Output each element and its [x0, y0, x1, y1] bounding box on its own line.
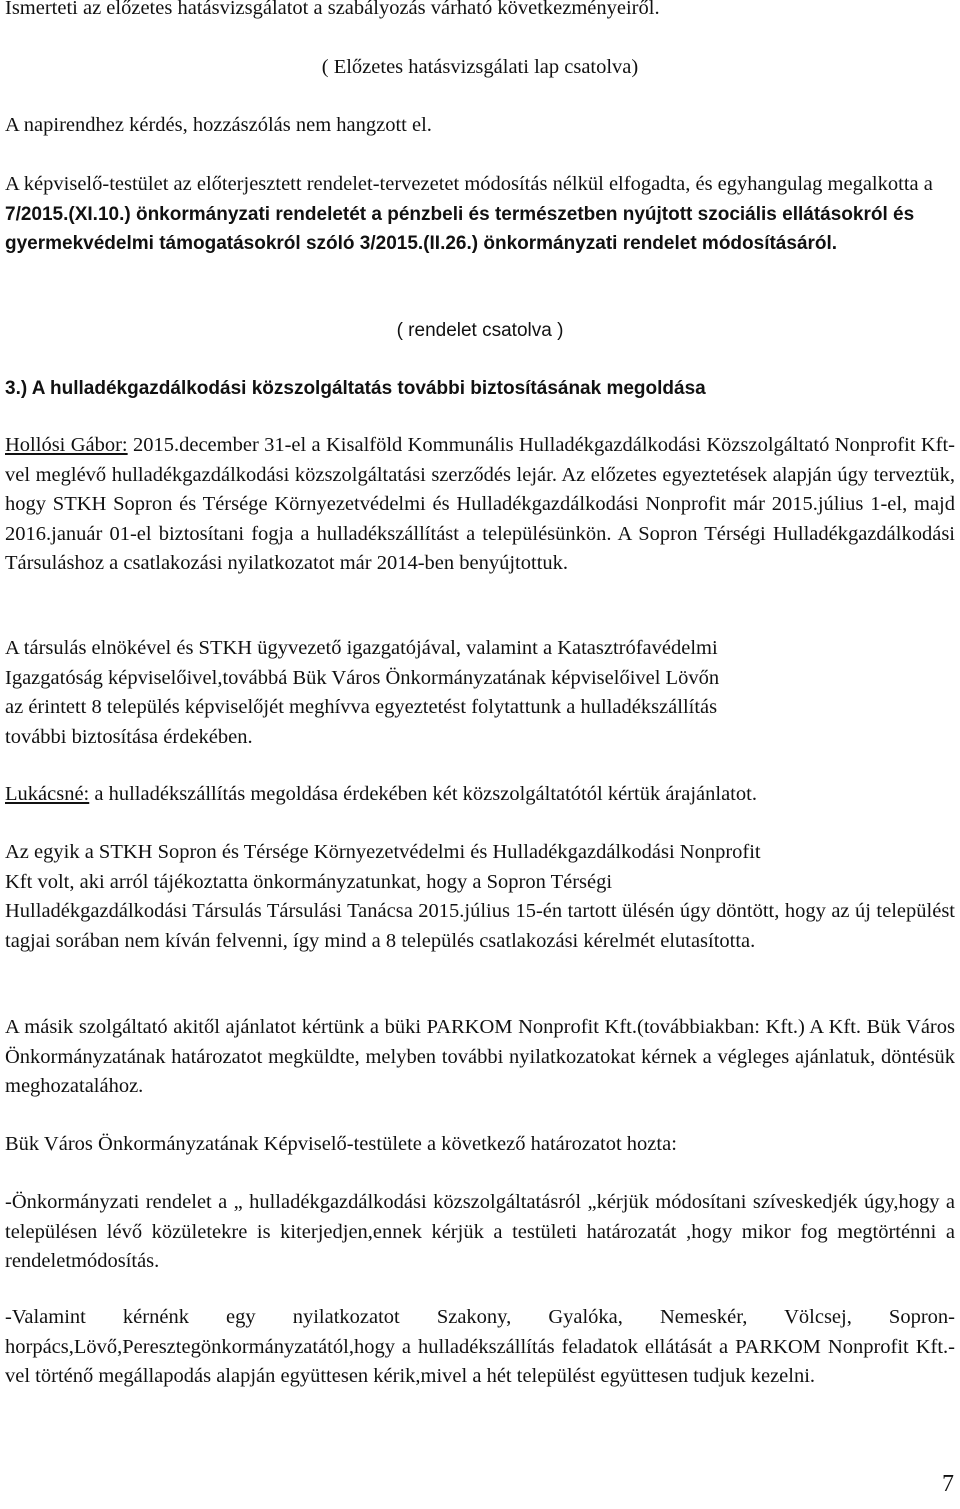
stkh-line-2: Kft volt, aki arról tájékoztatta önkormányzatunkat, hogy a Sopron Térségi: [5, 870, 613, 893]
paragraph-stkh: [5, 838, 955, 956]
paragraph-no-questions: A napirendhez kérdés, hozzászólás nem hangzott el.: [5, 114, 432, 136]
paragraph-parkom: A másik szolgáltató akitől ajánlatot kértünk a büki PARKOM Nonprofit Kft.(továbbiakban: Kft.) A Kft. Bük Város Önkormányzatának határozatot megküldte, melyben további nyilatkozatokat kérnek a végleges ajánlatuk, döntésük meghozatalához.: [5, 1016, 955, 1097]
tarsulas-line-3: az érintett 8 település képviselőjét meghívva egyeztetést folytattunk a hulladékszállítás: [5, 696, 718, 718]
paragraph-hollosi: [5, 431, 955, 579]
stkh-line-1: Az egyik a STKH Sopron és Térsége Környezetvédelmi és Hulladékgazdálkodási Nonprofit: [5, 841, 761, 863]
lukacsne-text: a hulladékszállítás megoldása érdekében két közszolgáltatótól kértük árajánlatot.: [89, 783, 757, 805]
paragraph-rendelet-modositas: -Önkormányzati rendelet a „ hulladékgazdálkodási közszolgáltatásról „kérjük módosítani szíveskedjék úgy,hogy a településen lévő közületekre is kiterjedjen,ennek kérjük a testületi határozatát ,hogy mikor fog megtörténni a rendeletmódosítás.: [5, 1191, 955, 1272]
page-number: 7: [942, 1471, 954, 1497]
speaker-hollosi: Hollósi Gábor:: [5, 434, 128, 456]
rendelet-title-bold: 7/2015.(XI.10.) önkormányzati rendeletét a pénzbeli és természetben nyújtott szociális ellátásokról és gyermekvédelmi támogatásokról szóló 3/2015.(II.26.) önkormányzati rendelet módosításáról.: [5, 203, 915, 254]
paragraph-lukacsne: [5, 780, 955, 810]
note-hatasvizsgalati-lap: ( Előzetes hatásvizsgálati lap csatolva): [321, 56, 639, 78]
stkh-rest: Hulladékgazdálkodási Társulás Társulási Tanácsa 2015.július 15-én tartott ülésén úgy döntött, hogy az új települést tagjai sorában nem kíván felvenni, így mind a 8 település csatlakozási kérelmét elutasította.: [5, 900, 955, 952]
section-heading-3: 3.) A hulladékgazdálkodási közszolgáltatás további biztosításának megoldása: [5, 378, 706, 399]
tarsulas-line-1: A társulás elnökével és STKH ügyvezető igazgatójával, valamint a Katasztrófavédelmi: [5, 637, 718, 659]
paragraph-buk-hatarozat: Bük Város Önkormányzatának Képviselő-testülete a következő határozatot hozta:: [5, 1133, 677, 1155]
note-rendelet-csatolva: ( rendelet csatolva ): [396, 320, 564, 341]
tarsulas-line-4: további biztosítása érdekében.: [5, 725, 253, 748]
tarsulas-line-2: Igazgatóság képviselőivel,továbbá Bük Város Önkormányzatának képviselőivel Lövőn: [5, 666, 720, 689]
paragraph-hatasvizsgalat: Ismerteti az előzetes hatásvizsgálatot a szabályozás várható következményeiről.: [5, 0, 660, 19]
hollosi-text: 2015.december 31-el a Kisalföld Kommunális Hulladékgazdálkodási Közszolgáltató Nonprofit Kft-vel meglévő hulladékgazdálkodási közszolgáltatási szerződés lejár. Az előzetes egyeztetések alapján úgy terveztük, hogy STKH Sopron és Térsége Környezetvédelmi és Hulladékgazdálkodási Nonprofit már 2015.július 1-el, majd 2016.január 01-el biztosítani fogja a hulladékszállítást a településünkön. A Sopron Térségi Hulladékgazdálkodási Társuláshoz a csatlakozási nyilatkozatot már 2014-ben benyújtottuk.: [5, 434, 956, 574]
paragraph-tarsulas: [5, 634, 955, 752]
rendelet-intro-text: A képviselő-testület az előterjesztett rendelet-tervezetet módosítás nélkül elfogadta, és egyhangulag megalkotta a: [5, 173, 933, 195]
speaker-lukacsne: Lukácsné:: [5, 783, 90, 805]
paragraph-nyilatkozat: -Valamint kérnénk egy nyilatkozatot Szakony, Gyalóka, Nemeskér, Völcsej, Sopron-horpács,Lövő,Peresztegönkormányzatától,hogy a hulladékszállítás feladatok ellátását a PARKOM Nonprofit Kft.-vel történő megállapodás alapján együttesen kérik,mivel a hét települést együttesen tudjuk kezelni.: [5, 1306, 955, 1387]
paragraph-rendelet-elfogadas: [5, 170, 955, 259]
